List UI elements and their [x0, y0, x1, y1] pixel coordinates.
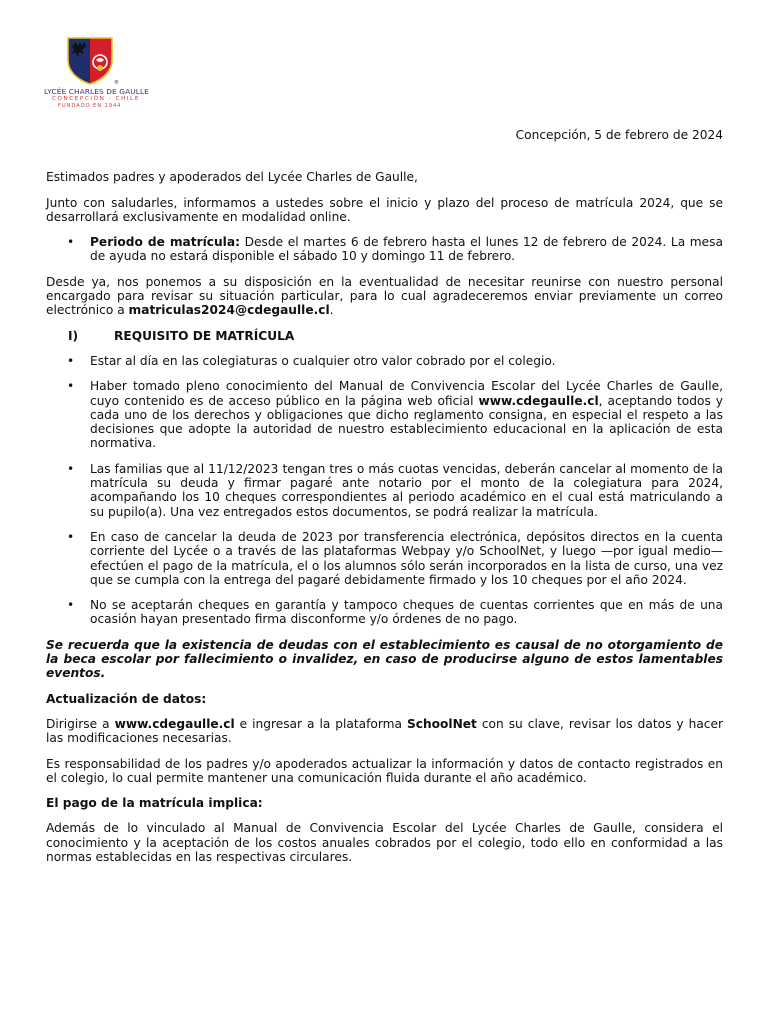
website-link: www.cdegaulle.cl — [478, 393, 599, 408]
website-link: www.cdegaulle.cl — [114, 716, 235, 731]
contact-email: matriculas2024@cdegaulle.cl — [128, 303, 330, 318]
school-crest-icon — [66, 36, 118, 86]
requirement-item — [90, 379, 723, 450]
update-paragraph-1 — [46, 717, 723, 746]
update-text: con su clave, revisar los datos y hacer las modificaciones necesarias. — [46, 716, 723, 746]
requirement-item: • Las familias que al 11/12/2023 tengan tres o más cuotas vencidas, deberán cancelar al momento de la matrícula su deuda y firmar pagaré ante notario por el monto de la colegiatura para 2024, acompañando los 10 cheques correspondientes al periodo académico en el cual está matriculando a su pupilo(a). Una vez entregados estos documentos, se podrá realizar la matrícula. — [90, 462, 723, 519]
payment-paragraph: Además de lo vinculado al Manual de Convivencia Escolar del Lycée Charles de Gaulle, considera el conocimiento y la aceptación de los costos anuales cobrados por el colegio, todo ello en conformidad a las normas establecidas en las respectivas circulares. — [46, 821, 723, 864]
letter-body — [46, 128, 723, 875]
update-text: e ingresar a la plataforma — [234, 716, 407, 731]
update-paragraph-2: Es responsabilidad de los padres y/o apoderados actualizar la información y datos de contacto registrados en el colegio, lo cual permite mantener una comunicación fluida durante el año académico. — [46, 756, 723, 785]
contact-text: Desde ya, nos ponemos a su disposición en la eventualidad de necesitar reunirse con nuestro personal encargado para revisar su situación particular, para lo cual agradeceremos enviar previamente un correo electrónico a — [46, 274, 723, 318]
update-text: Dirigirse a — [46, 716, 115, 731]
requirement-text: Haber tomado pleno conocimiento del Manual de Convivencia Escolar del Lycée Charles de Gaulle, cuyo contenido es de acceso público en la página web oficial — [90, 379, 723, 408]
requirement-item: • Estar al día en las colegiaturas o cualquier otro valor cobrado por el colegio. — [90, 354, 723, 368]
requirement-item: • En caso de cancelar la deuda de 2023 por transferencia electrónica, depósitos directos en la cuenta corriente del Lycée o a través de las plataformas Webpay y/o SchoolNet, y luego —por igual medio— efectúen el pago de la matrícula, el o los alumnos sólo serán incorporados en la lista de curso, una vez que se cumpla con la entrega del pagaré debidamente firmado y los 10 cheques por el año 2024. — [90, 530, 723, 587]
letter-greeting: Estimados padres y apoderados del Lycée Charles de Gaulle, — [46, 170, 418, 185]
section-number: I) — [68, 328, 79, 343]
svg-text:®: ® — [114, 80, 119, 86]
letter-date: Concepción, 5 de febrero de 2024 — [515, 128, 723, 142]
debt-warning: Se recuerda que la existencia de deudas con el establecimiento es causal de no otorgamiento de la beca escolar por fallecimiento o invalidez, en caso de producirse alguno de estos lamentables eventos. — [46, 637, 723, 681]
requirements-list — [46, 354, 723, 627]
section-label: REQUISITO DE MATRÍCULA — [114, 328, 295, 343]
logo-school-name: LYCÉE CHARLES DE GAULLE — [44, 87, 149, 96]
schoolnet-platform: SchoolNet — [406, 716, 477, 731]
logo-founded: FUNDADO EN 1944 — [58, 103, 122, 109]
period-text: Desde el martes 6 de febrero hasta el lunes 12 de febrero de 2024. La mesa de ayuda no estará disponible el sábado 10 y domingo 11 de febrero. — [90, 235, 723, 264]
logo-city: CONCEPCIÓN · CHILE — [52, 96, 140, 102]
period-item — [90, 235, 723, 264]
school-logo — [44, 36, 149, 110]
period-label: Periodo de matrícula: — [90, 235, 240, 250]
payment-heading: El pago de la matrícula implica: — [46, 796, 263, 811]
requirement-item: • No se aceptarán cheques en garantía y tampoco cheques de cuentas corrientes que en más de una ocasión hayan presentado firma disconforme y/o órdenes de no pago. — [90, 598, 723, 627]
period-list — [46, 235, 723, 264]
contact-paragraph — [46, 275, 723, 318]
update-heading: Actualización de datos: — [46, 691, 207, 706]
intro-paragraph: Junto con saludarles, informamos a ustedes sobre el inicio y plazo del proceso de matrícula 2024, que se desarrollará exclusivamente en modalidad online. — [46, 195, 723, 224]
requirement-text: , aceptando todos y cada uno de los derechos y obligaciones que dicho reglamento consigna, en especial el respeto a las decisiones que adopte la autoridad de nuestro establecimiento educacional en la aplicación de esta normativa. — [90, 393, 723, 451]
contact-end: . — [329, 303, 334, 318]
section-title — [46, 329, 723, 343]
